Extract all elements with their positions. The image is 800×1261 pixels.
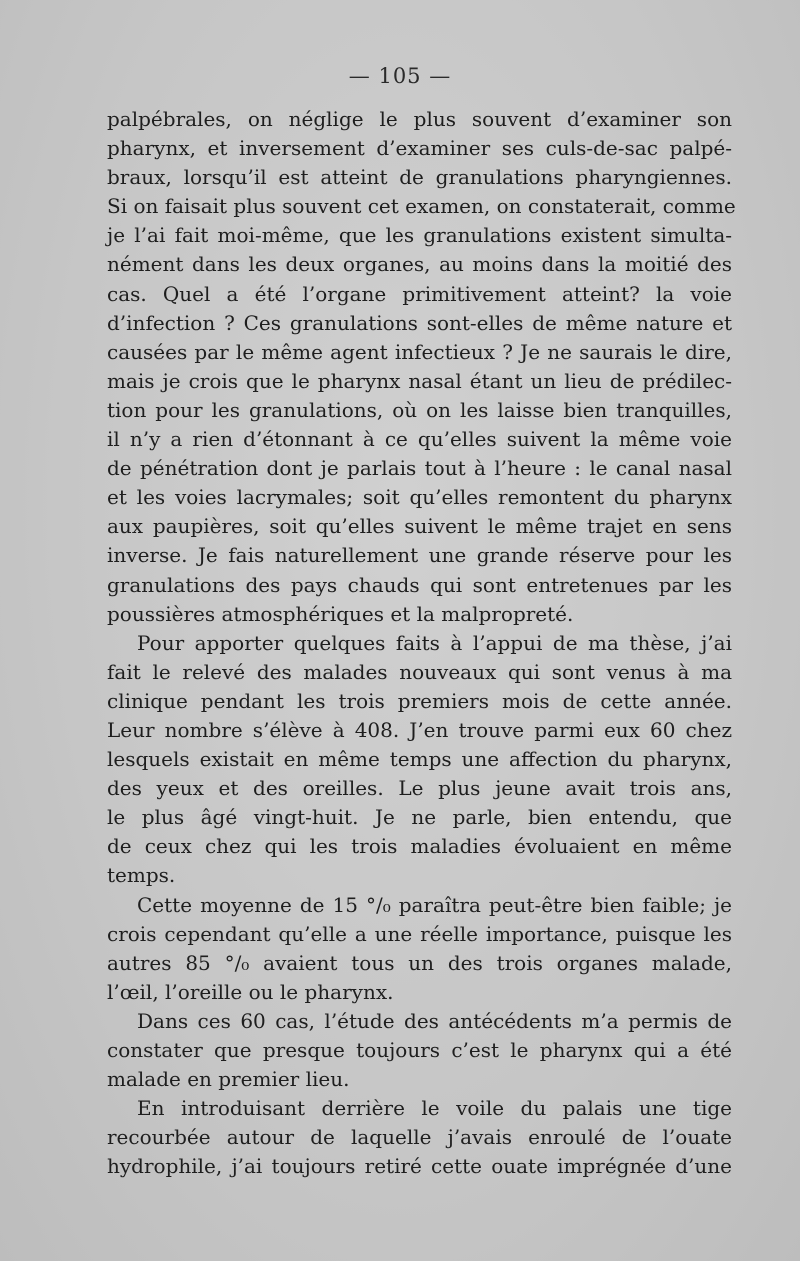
text-line: Cette moyenne de 15 °/₀ paraîtra peut-être bien faible; je — [137, 892, 732, 917]
text-line: cas. Quel a été l’organe primitivement atteint? la voie — [107, 281, 732, 306]
text-line: fait le relevé des malades nouveaux qui sont venus à ma — [107, 659, 732, 684]
paragraph-3 — [107, 891, 732, 1007]
text-line: pharynx, et inversement d’examiner ses culs-de-sac palpé- — [107, 136, 732, 161]
text-line: je l’ai fait moi-même, que les granulations existent simulta- — [107, 223, 732, 248]
text-line: de pénétration dont je parlais tout à l’heure : le canal nasal — [107, 456, 732, 481]
paragraph-5 — [107, 1094, 732, 1181]
text-line: tion pour les granulations, où on les laisse bien tranquilles, — [107, 397, 732, 422]
text-line: causées par le même agent infectieux ? Je ne saurais le dire, — [107, 339, 732, 364]
text-line: des yeux et des oreilles. Le plus jeune avait trois ans, — [107, 776, 732, 801]
text-line: Dans ces 60 cas, l’étude des antécédents m’a permis de — [137, 1008, 732, 1033]
text-line: crois cependant qu’elle a une réelle importance, puisque les — [107, 921, 732, 946]
text-line: nément dans les deux organes, au moins dans la moitié des — [107, 252, 732, 277]
text-line: En introduisant derrière le voile du palais une tige — [137, 1096, 732, 1121]
paragraph-1 — [107, 105, 736, 629]
text-line: aux paupières, soit qu’elles suivent le même trajet en sens — [107, 514, 732, 539]
text-line: l’œil, l’oreille ou le pharynx. — [107, 979, 394, 1004]
text-line: palpébrales, on néglige le plus souvent d’examiner son — [107, 107, 732, 131]
page-number: — 105 — — [348, 64, 452, 88]
text-line: Pour apporter quelques faits à l’appui de ma thèse, j’ai — [137, 630, 732, 655]
text-line: et les voies lacrymales; soit qu’elles remontent du pharynx — [107, 485, 732, 510]
text-line: clinique pendant les trois premiers mois de cette année. — [107, 688, 732, 713]
text-line: d’infection ? Ces granulations sont-elles de même nature et — [107, 310, 732, 335]
text-line: mais je crois que le pharynx nasal étant un lieu de prédilec- — [107, 368, 732, 393]
text-line: de ceux chez qui les trois maladies évoluaient en même — [107, 834, 732, 859]
text-line: hydrophile, j’ai toujours retiré cette ouate imprégnée d’une — [107, 1154, 732, 1179]
paragraph-2 — [107, 629, 732, 891]
text-line: temps. — [107, 863, 176, 888]
text-line: granulations des pays chauds qui sont entretenues par les — [107, 572, 732, 597]
text-line: autres 85 °/₀ avaient tous un des trois organes malade, — [107, 950, 732, 975]
body-text — [107, 105, 736, 1181]
text-line: poussières atmosphériques et la malpropreté. — [107, 601, 574, 626]
text-line: malade en premier lieu. — [107, 1067, 350, 1092]
text-line: le plus âgé vingt-huit. Je ne parle, bien entendu, que — [107, 805, 732, 830]
text-line: constater que presque toujours c’est le pharynx qui a été — [107, 1038, 732, 1062]
text-line: braux, lorsqu’il est atteint de granulations pharyngiennes. — [107, 165, 732, 190]
text-line: inverse. Je fais naturellement une grande réserve pour les — [107, 543, 732, 568]
text-line: Leur nombre s’élève à 408. J’en trouve parmi eux 60 chez — [107, 717, 732, 742]
text-line: recourbée autour de laquelle j’avais enroulé de l’ouate — [107, 1125, 732, 1150]
paragraph-4 — [107, 1007, 732, 1094]
text-line: lesquels existait en même temps une affection du pharynx, — [107, 747, 732, 772]
text-line: Si on faisait plus souvent cet examen, on constaterait, comme — [107, 194, 736, 219]
text-line: il n’y a rien d’étonnant à ce qu’elles suivent la même voie — [107, 427, 732, 452]
